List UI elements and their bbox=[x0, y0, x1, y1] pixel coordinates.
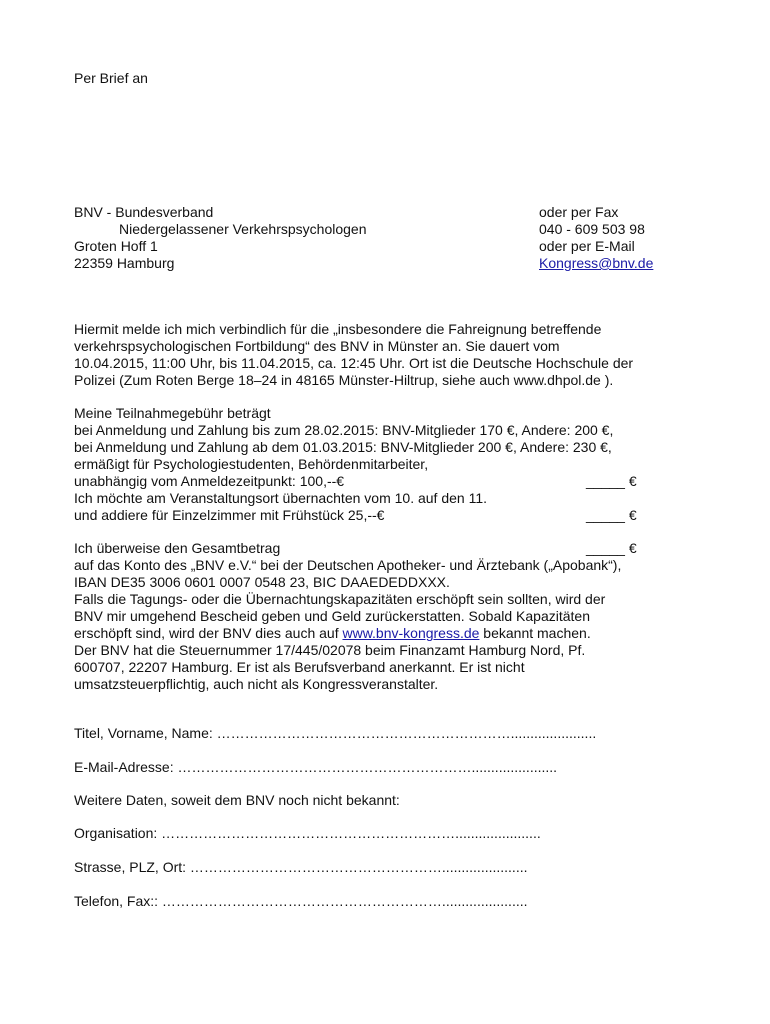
recipient-line-2: Niedergelassener Verkehrspsychologen bbox=[119, 221, 367, 237]
contact-block bbox=[539, 204, 653, 272]
fees-line: Ich möchte am Veranstaltungsort übernachten vom 10. auf den 11. bbox=[74, 490, 487, 506]
payment-line: Falls die Tagungs- oder die Übernachtungskapazitäten erschöpft sein sollten, wird der bbox=[74, 591, 606, 607]
fees-line: ermäßigt für Psychologiestudenten, Behördenmitarbeiter, bbox=[74, 456, 429, 472]
payment-line: IBAN DE35 3006 0601 0007 0548 23, BIC DAAEDEDDXXX. bbox=[74, 574, 450, 590]
fees-line: bei Anmeldung und Zahlung ab dem 01.03.2015: BNV-Mitglieder 200 €, Andere: 230 €, bbox=[74, 439, 612, 455]
fees-line: Meine Teilnahmegebühr beträgt bbox=[74, 405, 271, 421]
recipient-address bbox=[74, 204, 366, 272]
per-brief-heading: Per Brief an bbox=[74, 70, 148, 86]
payment-line-text: bekannt machen. bbox=[479, 625, 591, 641]
payment-line: Der BNV hat die Steuernummer 17/445/02078 beim Finanzamt Hamburg Nord, Pf. bbox=[74, 642, 586, 658]
total-amount-label: Ich überweise den Gesamtbetrag bbox=[74, 540, 281, 556]
intro-line: verkehrspsychologischen Fortbildung“ des BNV in Münster an. Sie dauert vom bbox=[74, 338, 560, 354]
additional-data-label: Weitere Daten, soweit dem BNV noch nicht bekannt: bbox=[74, 792, 400, 808]
payment-paragraph bbox=[74, 540, 694, 693]
recipient-line-1: BNV - Bundesverband bbox=[74, 204, 214, 220]
kongress-website-link[interactable]: www.bnv-kongress.de bbox=[342, 625, 480, 641]
name-field[interactable]: Titel, Vorname, Name: ………………………………………………………...................... bbox=[74, 725, 597, 741]
fax-number: 040 - 609 503 98 bbox=[539, 221, 645, 237]
fees-line: bei Anmeldung und Zahlung bis zum 28.02.2015: BNV-Mitglieder 170 €, Andere: 200 €, bbox=[74, 422, 614, 438]
organisation-field[interactable]: Organisation: ………………………………………………………...................... bbox=[74, 825, 541, 841]
intro-line: Polizei (Zum Roten Berge 18–24 in 48165 Münster-Hiltrup, siehe auch www.dhpol.de ). bbox=[74, 372, 614, 388]
total-amount-blank[interactable]: _____ € bbox=[586, 540, 637, 556]
payment-line: BNV mir umgehend Bescheid geben und Geld zurückerstatten. Sobald Kapazitäten bbox=[74, 608, 590, 624]
room-fee-row bbox=[74, 507, 674, 524]
email-label: oder per E-Mail bbox=[539, 238, 635, 254]
room-fee-amount-blank[interactable]: _____ € bbox=[586, 507, 637, 523]
total-amount-row bbox=[74, 540, 694, 557]
email-link[interactable]: Kongress@bnv.de bbox=[539, 255, 654, 271]
intro-paragraph bbox=[74, 321, 633, 389]
fee-reduced-label: unabhängig vom Anmeldezeitpunkt: 100,--€ bbox=[74, 473, 345, 489]
fee-reduced-row bbox=[74, 473, 674, 490]
email-field[interactable]: E-Mail-Adresse: ………………………………………………………...................... bbox=[74, 759, 558, 775]
payment-line: umsatzsteuerpflichtig, auch nicht als Kongressveranstalter. bbox=[74, 676, 439, 692]
fees-paragraph bbox=[74, 405, 674, 524]
payment-line-text: erschöpft sind, wird der BNV dies auch auf bbox=[74, 625, 343, 641]
recipient-line-3: Groten Hoff 1 bbox=[74, 238, 158, 254]
phone-fax-field[interactable]: Telefon, Fax:: ……………………………………………………...................... bbox=[74, 893, 528, 909]
payment-line bbox=[74, 625, 694, 642]
fax-label: oder per Fax bbox=[539, 204, 619, 220]
recipient-line-4: 22359 Hamburg bbox=[74, 255, 175, 271]
payment-line: 600707, 22207 Hamburg. Er ist als Berufsverband anerkannt. Er ist nicht bbox=[74, 659, 525, 675]
payment-line: auf das Konto des „BNV e.V.“ bei der Deutschen Apotheker- und Ärztebank („Apobank“), bbox=[74, 557, 622, 573]
address-field[interactable]: Strasse, PLZ, Ort: ………………………………………………...................... bbox=[74, 859, 528, 875]
fee-reduced-amount-blank[interactable]: _____ € bbox=[586, 473, 637, 489]
room-fee-label: und addiere für Einzelzimmer mit Frühstück 25,--€ bbox=[74, 507, 385, 523]
intro-line: Hiermit melde ich mich verbindlich für die „insbesondere die Fahreignung betreffende bbox=[74, 321, 602, 337]
intro-line: 10.04.2015, 11:00 Uhr, bis 11.04.2015, ca. 12:45 Uhr. Ort ist die Deutsche Hochschule der bbox=[74, 355, 634, 371]
